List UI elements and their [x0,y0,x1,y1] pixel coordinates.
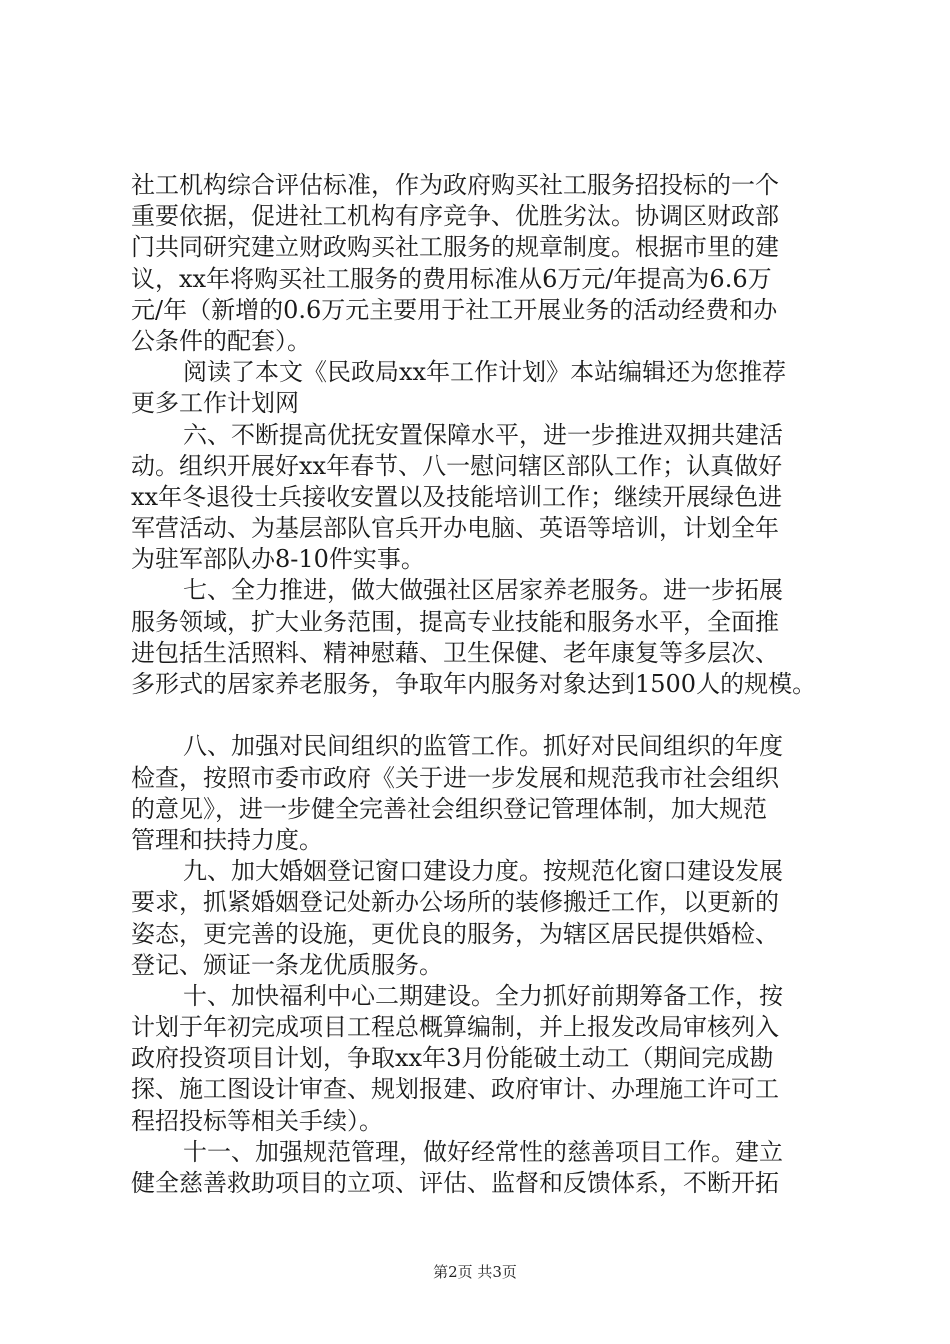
text-line: 多形式的居家养老服务，争取年内服务对象达到1500人的规模。 [131,670,817,698]
text-line: 重要依据，促进社工机构有序竞争、优胜劣汰。协调区财政部 [131,202,779,231]
text-line: 军营活动、为基层部队官兵开办电脑、英语等培训，计划全年 [131,514,779,543]
text-line: 要求，抓紧婚姻登记处新办公场所的装修搬迁工作，以更新的 [131,888,779,917]
text-line: 进包括生活照料、精神慰藉、卫生保健、老年康复等多层次、 [131,638,779,667]
text-line: 十、加快福利中心二期建设。全力抓好前期筹备工作，按 [183,981,783,1010]
text-line: 程招投标等相关手续）。 [131,1106,383,1135]
text-line: 检查，按照市委市政府《关于进一步发展和规范我市社会组织 [131,763,779,792]
text-line: 探、施工图设计审查、规划报建、政府审计、办理施工许可工 [131,1075,779,1104]
text-line: 为驻军部队办8-10件实事。 [131,545,425,574]
text-line: 社工机构综合评估标准，作为政府购买社工服务招投标的一个 [131,171,779,199]
blank-line [131,700,831,731]
text-line: 九、加大婚姻登记窗口建设力度。按规范化窗口建设发展 [183,857,783,886]
text-line: xx年冬退役士兵接收安置以及技能培训工作；继续开展绿色进 [131,482,783,511]
text-line: 七、全力推进，做大做强社区居家养老服务。进一步拓展 [183,576,783,605]
text-line: 政府投资项目计划，争取xx年3月份能破土动工（期间完成勘 [131,1044,774,1073]
text-line: 计划于年初完成项目工程总概算编制，并上报发改局审核列入 [131,1013,779,1042]
text-line: 门共同研究建立财政购买社工服务的规章制度。根据市里的建 [131,233,779,262]
text-line: 的意见》，进一步健全完善社会组织登记管理体制，加大规范 [131,794,767,823]
document-body [131,170,831,1199]
text-line: 十一、加强规范管理，做好经常性的慈善项目工作。建立 [183,1137,783,1166]
text-line: 元/年（新增的0.6万元主要用于社工开展业务的活动经费和办 [131,295,778,324]
text-line: 管理和扶持力度。 [131,825,323,854]
text-line: 姿态，更完善的设施，更优良的服务，为辖区居民提供婚检、 [131,919,779,948]
text-line: 健全慈善救助项目的立项、评估、监督和反馈体系，不断开拓 [131,1169,779,1197]
text-line: 六、不断提高优抚安置保障水平，进一步推进双拥共建活 [183,420,783,449]
text-line: 更多工作计划网 [131,389,299,418]
text-line: 议，xx年将购买社工服务的费用标准从6万元/年提高为6.6万 [131,264,772,293]
page-footer: 第2页 共3页 [433,1263,517,1281]
text-line: 公条件的配套）。 [131,326,311,355]
text-line: 八、加强对民间组织的监管工作。抓好对民间组织的年度 [183,732,783,761]
text-line: 动。组织开展好xx年春节、八一慰问辖区部队工作；认真做好 [131,451,783,480]
text-line: 阅读了本文《民政局xx年工作计划》本站编辑还为您推荐 [183,358,787,387]
text-line: 服务领域，扩大业务范围，提高专业技能和服务水平，全面推 [131,607,779,636]
text-line: 登记、颁证一条龙优质服务。 [131,950,443,979]
